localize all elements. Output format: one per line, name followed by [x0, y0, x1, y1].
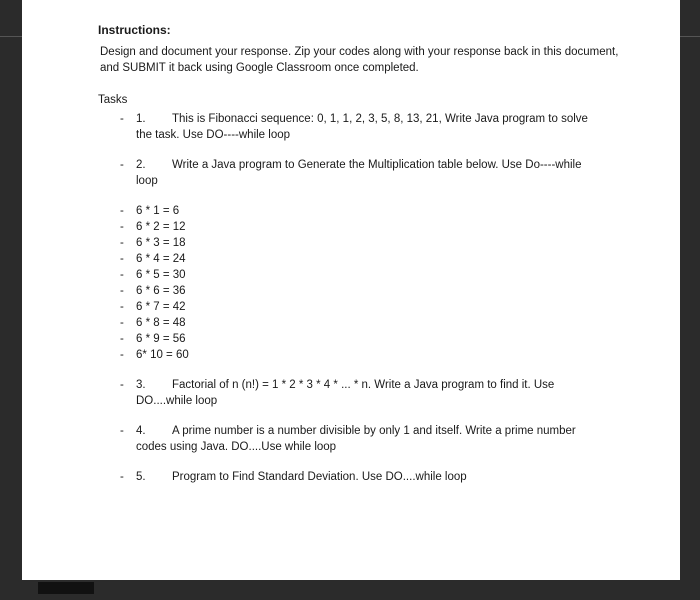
bullet-dash: - [120, 237, 124, 249]
multiplication-text: 6 * 8 = 48 [136, 317, 186, 329]
multiplication-table [98, 203, 638, 363]
task-text-continued: the task. Use DO----while loop [136, 129, 291, 141]
multiplication-text: 6 * 6 = 36 [136, 285, 186, 297]
multiplication-text: 6 * 1 = 6 [136, 205, 180, 217]
multiplication-row [98, 331, 638, 347]
multiplication-row [98, 203, 638, 219]
multiplication-text: 6 * 7 = 42 [136, 301, 186, 313]
multiplication-text: 6 * 5 = 30 [136, 269, 186, 281]
multiplication-row [98, 299, 638, 315]
multiplication-row [98, 251, 638, 267]
task-text-continued: codes using Java. DO....Use while loop [136, 441, 337, 453]
task-number: 5. [136, 471, 146, 483]
multiplication-text: 6 * 4 = 24 [136, 253, 186, 265]
page-edge-line-right [680, 36, 700, 37]
multiplication-row [98, 219, 638, 235]
task-text-continued: loop [136, 175, 158, 187]
document-page [22, 0, 680, 580]
task-text: Factorial of n (n!) = 1 * 2 * 3 * 4 * ... * n. Write a Java program to find it. Use [172, 379, 555, 391]
task-1 [98, 111, 638, 143]
task-text: Write a Java program to Generate the Multiplication table below. Use Do----while [172, 159, 582, 171]
task-5 [98, 469, 638, 485]
multiplication-text: 6 * 3 = 18 [136, 237, 186, 249]
task-text-continued: DO....while loop [136, 395, 218, 407]
bullet-dash: - [120, 333, 124, 345]
bullet-dash: - [120, 349, 124, 361]
bullet-dash: - [120, 471, 124, 483]
task-3 [98, 377, 638, 409]
bullet-dash: - [120, 113, 124, 125]
task-text: A prime number is a number divisible by only 1 and itself. Write a prime number [172, 425, 576, 437]
multiplication-row [98, 235, 638, 251]
bullet-dash: - [120, 379, 124, 391]
bullet-dash: - [120, 317, 124, 329]
multiplication-text: 6* 10 = 60 [136, 349, 189, 361]
multiplication-text: 6 * 2 = 12 [136, 221, 186, 233]
bullet-dash: - [120, 285, 124, 297]
multiplication-text: 6 * 9 = 56 [136, 333, 186, 345]
task-text: Program to Find Standard Deviation. Use DO....while loop [172, 471, 467, 483]
task-4 [98, 423, 638, 455]
task-number: 2. [136, 159, 146, 171]
task-number: 3. [136, 379, 146, 391]
document-content [98, 22, 638, 499]
bullet-dash: - [120, 425, 124, 437]
multiplication-row [98, 315, 638, 331]
bullet-dash: - [120, 269, 124, 281]
bullet-dash: - [120, 253, 124, 265]
task-number: 4. [136, 425, 146, 437]
page-edge-line-left [0, 36, 22, 37]
tasks-label: Tasks [98, 94, 128, 106]
bullet-dash: - [120, 159, 124, 171]
bottom-dark-strip [38, 582, 94, 594]
multiplication-row [98, 267, 638, 283]
task-text: This is Fibonacci sequence: 0, 1, 1, 2, 3, 5, 8, 13, 21, Write Java program to solve [172, 113, 588, 125]
task-2 [98, 157, 638, 189]
instructions-heading: Instructions: [98, 23, 171, 37]
task-number: 1. [136, 113, 146, 125]
multiplication-row [98, 283, 638, 299]
bullet-dash: - [120, 221, 124, 233]
bullet-dash: - [120, 301, 124, 313]
instructions-intro: Design and document your response. Zip your codes along with your response back in this document, and SUBMIT it back using Google Classroom once completed. [100, 46, 619, 74]
multiplication-row [98, 347, 638, 363]
bullet-dash: - [120, 205, 124, 217]
